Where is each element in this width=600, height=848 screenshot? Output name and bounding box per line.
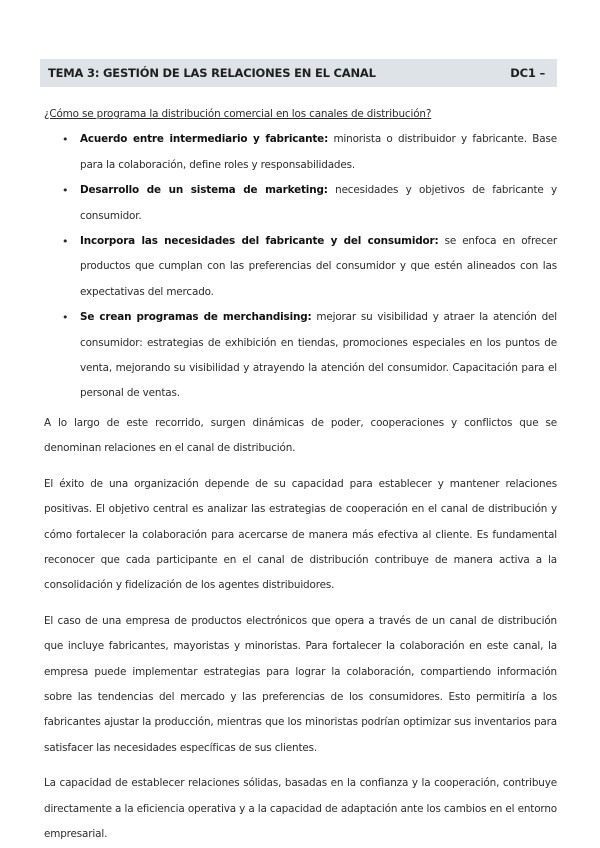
bullet-heading: Acuerdo entre intermediario y fabricante: <box>80 133 329 146</box>
list-item <box>80 229 557 305</box>
list-item <box>80 305 557 407</box>
list-item <box>80 178 557 229</box>
bullet-text: minorista o distribuidor y fabricante. Base para la colaboración, define roles y responsabilidades. <box>80 133 557 171</box>
bullet-list <box>44 127 557 406</box>
bullet-heading: Incorpora las necesidades del fabricante y del consumidor: <box>80 235 439 248</box>
bullet-text: mejorar su visibilidad y atraer la atención del consumidor: estrategias de exhibición en tiendas, promociones especiales en los puntos de venta, mejorando su visibilidad y atrayendo la atención del consumidor. Capacitación para el personal de ventas. <box>80 311 558 400</box>
section-question: ¿Cómo se programa la distribución comercial en los canales de distribución? <box>44 108 432 120</box>
bullet-text: se enfoca en ofrecer productos que cumplan con las preferencias del consumidor y que estén alineados con las expectativas del mercado. <box>80 235 558 298</box>
header-title: TEMA 3: GESTIÓN DE LAS RELACIONES EN EL CANAL <box>48 66 376 80</box>
bullet-heading: Se crean programas de merchandising: <box>80 311 312 324</box>
paragraph: El caso de una empresa de productos electrónicos que opera a través de un canal de distribución que incluye fabricantes, mayoristas y minoristas. Para fortalecer la colaboración en este canal, la empresa puede implementar estrategias para lograr la colaboración, compartiendo información sobre las tendencias del mercado y las preferencias de los consumidores. Esto permitiría a los fabricantes ajustar la producción, mientras que los minoristas podrían optimizar sus inventarios para satisfacer las necesidades específicas de sus clientes. <box>44 614 557 754</box>
paragraph: A lo largo de este recorrido, surgen dinámicas de poder, cooperaciones y conflictos que se denominan relaciones en el canal de distribución. <box>44 416 557 455</box>
bullet-text: necesidades y objetivos de fabricante y consumidor. <box>80 184 557 222</box>
page-header <box>40 59 557 87</box>
bullet-heading: Desarrollo de un sistema de marketing: <box>80 184 328 197</box>
header-code: DC1 – <box>510 66 545 80</box>
paragraph: El éxito de una organización depende de su capacidad para establecer y mantener relaciones positivas. El objetivo central es analizar las estrategias de cooperación en el canal de distribución y cómo fortalecer la colaboración para acercarse de manera más efectiva al cliente. Es fundamental reconocer que cada participante en el canal de distribución contribuye de manera activa a la consolidación y fidelización de los agentes distribuidores. <box>44 477 557 592</box>
list-item <box>80 127 557 178</box>
document-body <box>44 102 557 847</box>
paragraph: La capacidad de establecer relaciones sólidas, basadas en la confianza y la cooperación, contribuye directamente a la eficiencia operativa y a la capacidad de adaptación ante los cambios en el entorno empresarial. <box>44 777 557 840</box>
